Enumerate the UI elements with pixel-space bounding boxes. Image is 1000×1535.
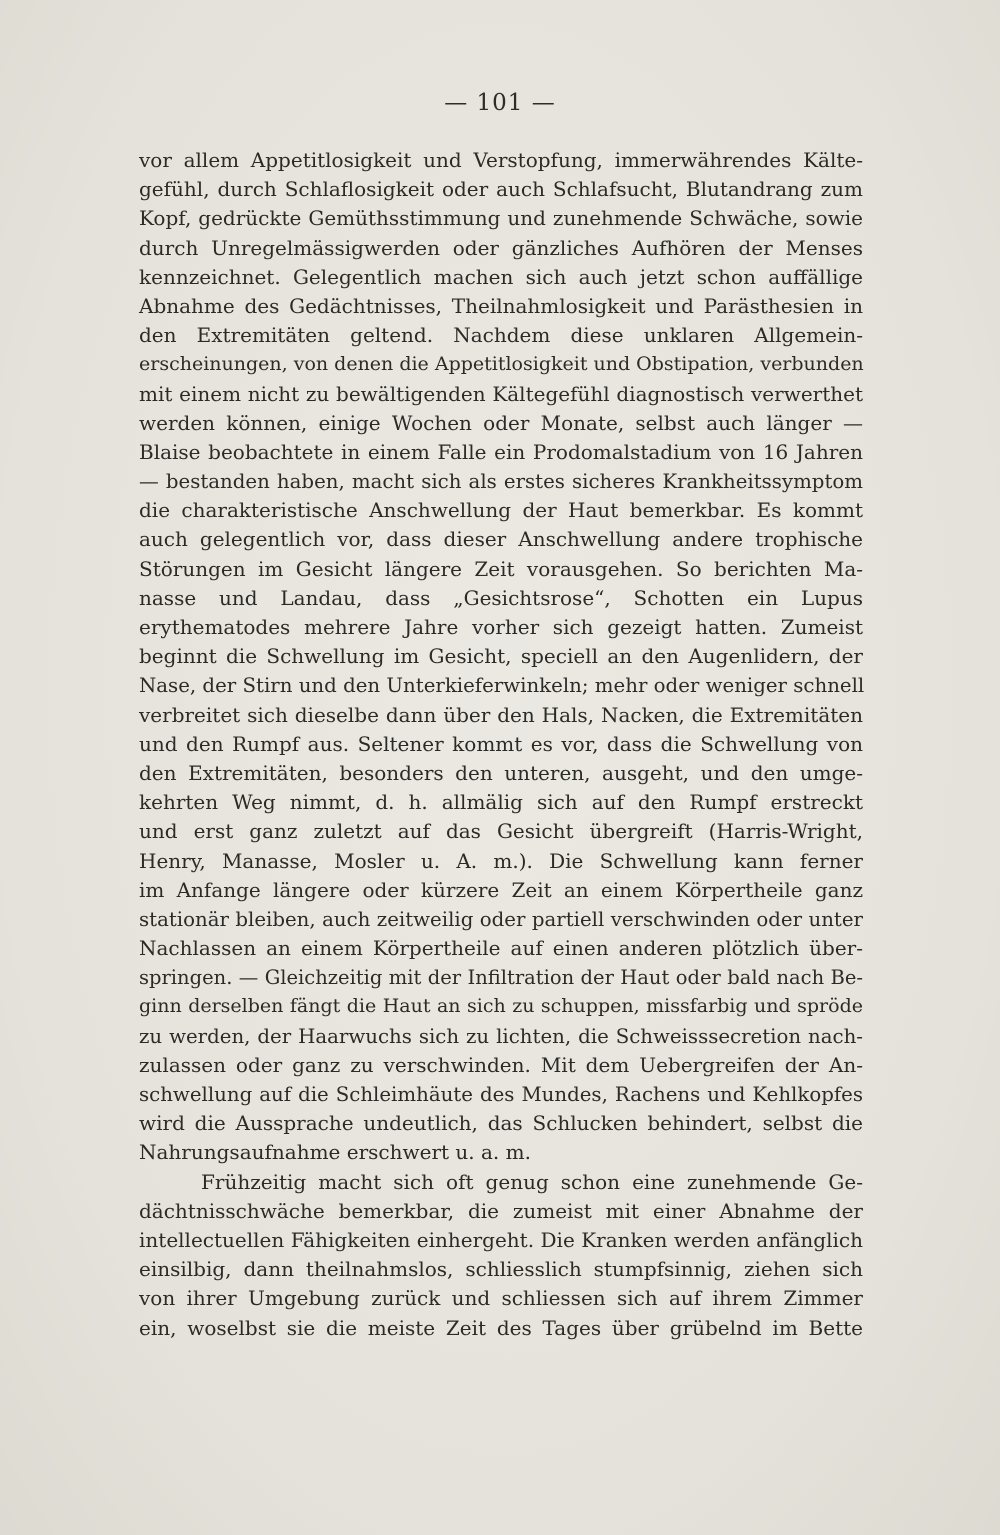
text-line: werden können, einige Wochen oder Monate, selbst auch länger — xyxy=(139,410,863,435)
text-line: von ihrer Umgebung zurück und schliessen sich auf ihrem Zimmer xyxy=(139,1286,863,1311)
text-line: springen. — Gleichzeitig mit der Infiltration der Haut oder bald nach Be- xyxy=(139,966,863,990)
text-line: einsilbig, dann theilnahmslos, schliesslich stumpfsinnig, ziehen sich xyxy=(139,1257,863,1282)
text-line: gefühl, durch Schlaflosigkeit oder auch Schlafsucht, Blutandrang zum xyxy=(139,177,863,202)
text-line: den Extremitäten geltend. Nachdem diese unklaren Allgemein- xyxy=(139,323,863,348)
text-line: Störungen im Gesicht längere Zeit vorausgehen. So berichten Ma- xyxy=(139,556,863,581)
text-line: vor allem Appetitlosigkeit und Verstopfung, immerwährendes Kälte- xyxy=(139,148,863,172)
page-number: — 101 — xyxy=(444,90,556,116)
text-line: den Extremitäten, besonders den unteren, ausgeht, und den umge- xyxy=(139,760,863,785)
text-line: erscheinungen, von denen die Appetitlosigkeit und Obstipation, verbunden xyxy=(139,353,864,376)
text-line: Nase, der Stirn und den Unterkieferwinkeln; mehr oder weniger schnell xyxy=(139,674,865,698)
text-line: Abnahme des Gedächtnisses, Theilnahmlosigkeit und Parästhesien in xyxy=(139,293,863,318)
text-line: beginnt die Schwellung im Gesicht, speciell an den Augenlidern, der xyxy=(139,644,863,669)
body-text xyxy=(139,146,863,1343)
text-line: die charakteristische Anschwellung der Haut bemerkbar. Es kommt xyxy=(139,498,863,523)
paragraph-start-line: Frühzeitig macht sich oft genug schon eine zunehmende Ge- xyxy=(201,1169,863,1194)
text-line: — bestanden haben, macht sich als erstes sicheres Krankheitssymptom xyxy=(139,470,863,494)
text-line: zulassen oder ganz zu verschwinden. Mit dem Uebergreifen der An- xyxy=(139,1052,863,1077)
text-line: nasse und Landau, dass „Gesichtsrose“, Schotten ein Lupus xyxy=(139,585,863,610)
text-line: ginn derselben fängt die Haut an sich zu schuppen, missfarbig und spröde xyxy=(139,995,863,1018)
text-line: schwellung auf die Schleimhäute des Mundes, Rachens und Kehlkopfes xyxy=(139,1083,863,1106)
text-line: Blaise beobachtete in einem Falle ein Prodomalstadium von 16 Jahren xyxy=(139,439,863,464)
text-line: kehrten Weg nimmt, d. h. allmälig sich auf den Rumpf erstreckt xyxy=(139,790,863,815)
paragraph-end-line: Nahrungsaufnahme erschwert u. a. m. xyxy=(139,1140,531,1165)
text-line: und erst ganz zuletzt auf das Gesicht übergreift (Harris-Wright, xyxy=(139,819,863,844)
text-line: auch gelegentlich vor, dass dieser Anschwellung andere trophische xyxy=(139,527,863,552)
text-line: ein, woselbst sie die meiste Zeit des Tages über grübelnd im Bette xyxy=(139,1315,863,1340)
text-line: Henry, Manasse, Mosler u. A. m.). Die Schwellung kann ferner xyxy=(139,848,863,873)
text-line: dächtnisschwäche bemerkbar, die zumeist mit einer Abnahme der xyxy=(139,1198,863,1223)
text-line: stationär bleiben, auch zeitweilig oder partiell verschwinden oder unter xyxy=(139,907,863,931)
text-line: zu werden, der Haarwuchs sich zu lichten, die Schweisssecretion nach- xyxy=(139,1024,863,1048)
text-line: mit einem nicht zu bewältigenden Kältegefühl diagnostisch verwerthet xyxy=(139,381,863,406)
text-line: durch Unregelmässigwerden oder gänzliches Aufhören der Menses xyxy=(139,235,863,260)
text-line: erythematodes mehrere Jahre vorher sich gezeigt hatten. Zumeist xyxy=(139,615,863,639)
text-line: im Anfange längere oder kürzere Zeit an einem Körpertheile ganz xyxy=(139,877,863,902)
text-line: und den Rumpf aus. Seltener kommt es vor, dass die Schwellung von xyxy=(139,731,863,756)
text-line: intellectuellen Fähigkeiten einhergeht. Die Kranken werden anfänglich xyxy=(139,1227,863,1252)
text-line: verbreitet sich dieselbe dann über den Hals, Nacken, die Extremitäten xyxy=(139,702,863,727)
text-line: wird die Aussprache undeutlich, das Schlucken behindert, selbst die xyxy=(139,1111,863,1136)
text-line: kennzeichnet. Gelegentlich machen sich auch jetzt schon auffällige xyxy=(139,264,863,289)
text-line: Nachlassen an einem Körpertheile auf einen anderen plötzlich über- xyxy=(139,936,863,961)
text-line: Kopf, gedrückte Gemüthsstimmung und zunehmende Schwäche, sowie xyxy=(139,206,863,231)
